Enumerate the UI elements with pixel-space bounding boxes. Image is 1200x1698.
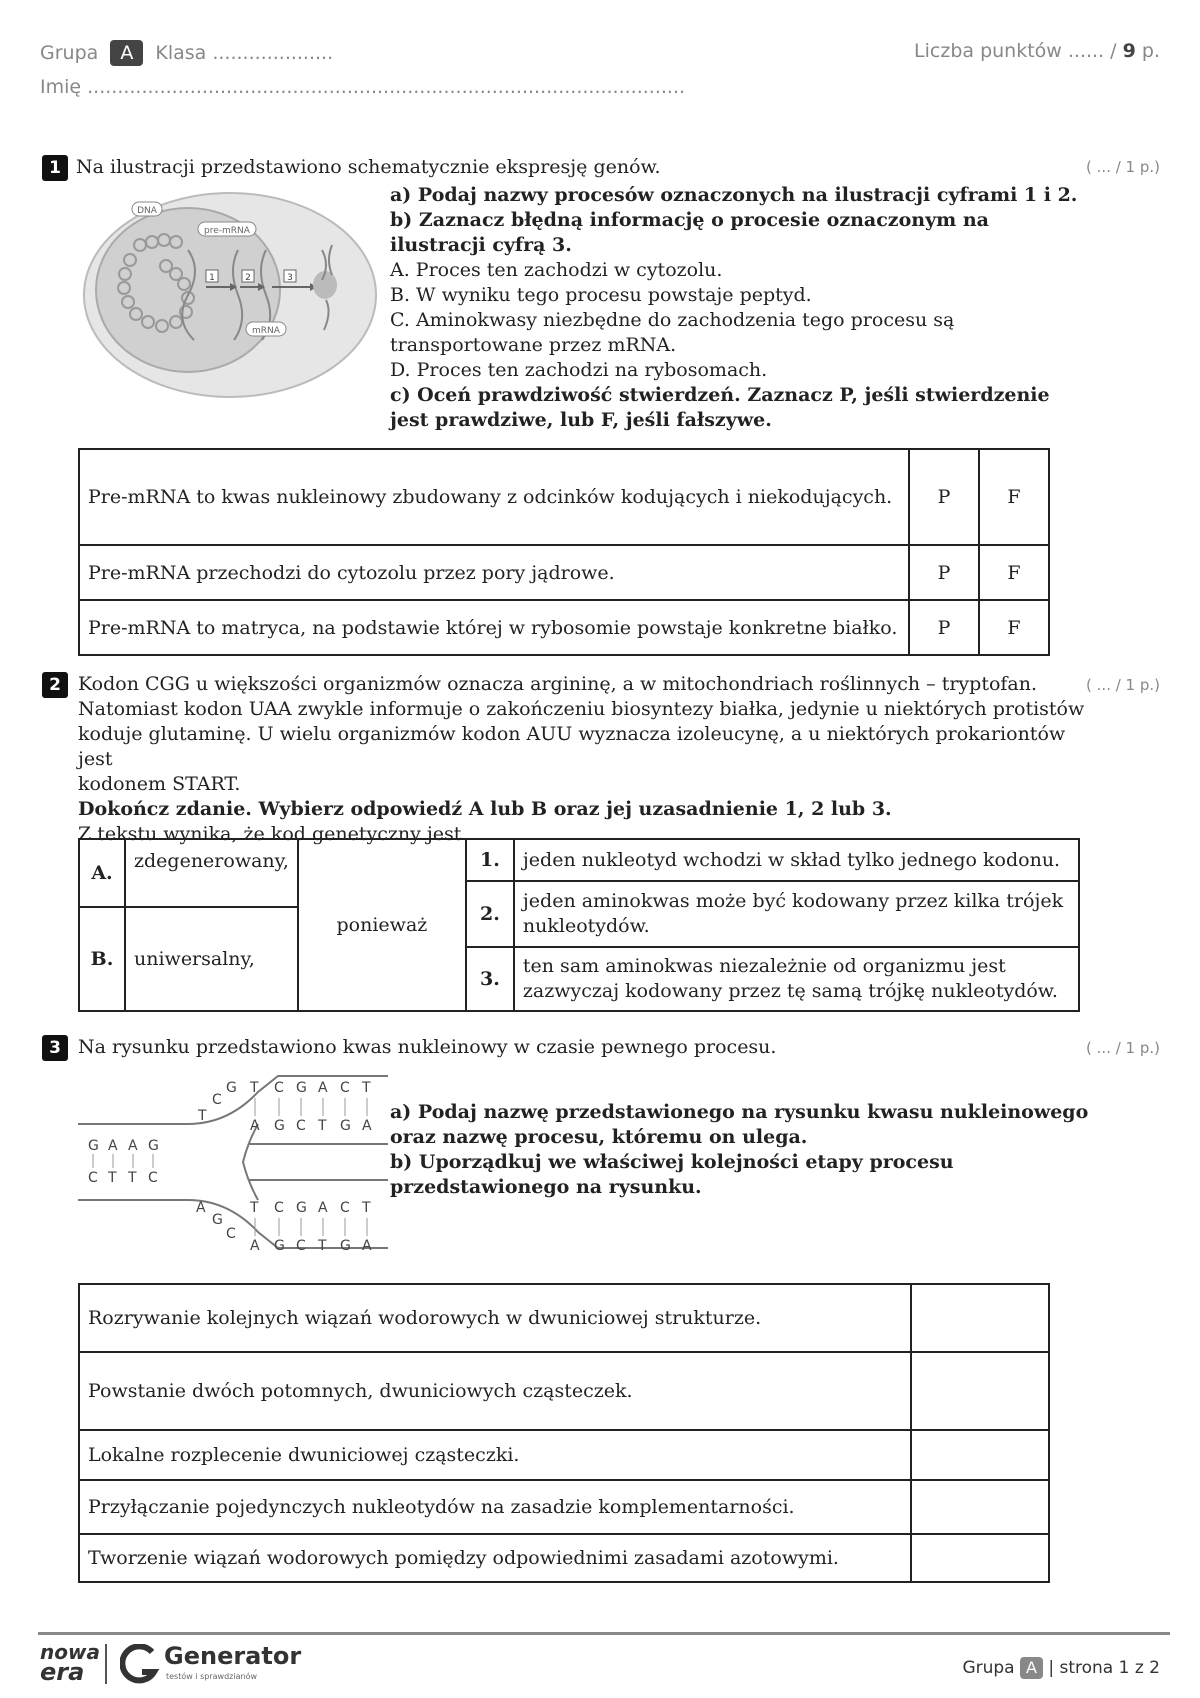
svg-text:C: C: [296, 1238, 306, 1254]
svg-text:C: C: [340, 1200, 350, 1216]
step-4: Przyłączanie pojedynczych nukleotydów na zasadzie komplementarności.: [79, 1480, 911, 1534]
label-step-3: 3: [287, 273, 293, 283]
logo-divider: [105, 1644, 107, 1684]
question-1-b: b) Zaznacz błędną informację o procesie oznaczonym na ilustracji cyfrą 3.: [390, 209, 989, 256]
svg-text:A: A: [318, 1200, 328, 1216]
generator-title: Generator: [164, 1642, 302, 1670]
statement-1-f[interactable]: F: [979, 449, 1049, 545]
points-summary: [914, 40, 1160, 62]
question-2-instruction: Dokończ zdanie. Wybierz odpowiedź A lub B oraz jej uzasadnienie 1, 2 lub 3.: [78, 798, 892, 820]
question-2-line: koduje glutaminę. U wielu organizmów kodon AUU wyznacza izoleucynę, a u niektórych prokariontów jest: [78, 723, 1066, 770]
label-step-1: 1: [209, 273, 215, 283]
svg-text:C: C: [296, 1118, 306, 1134]
svg-text:T: T: [318, 1238, 327, 1254]
question-2-number: 2: [42, 672, 68, 698]
footer-page: | strona 1 z 2: [1048, 1658, 1160, 1678]
step-3-answer[interactable]: [911, 1430, 1049, 1480]
statement-2: Pre-mRNA przechodzi do cytozolu przez pory jądrowe.: [79, 545, 909, 600]
svg-text:A: A: [362, 1238, 372, 1254]
question-1-intro: Na ilustracji przedstawiono schematycznie ekspresję genów.: [76, 156, 661, 178]
question-3-intro: Na rysunku przedstawiono kwas nukleinowy w czasie pewnego procesu.: [78, 1036, 777, 1058]
question-3-number: 3: [42, 1035, 68, 1061]
svg-text:T: T: [250, 1080, 259, 1096]
statement-3-p[interactable]: P: [909, 600, 979, 655]
group-label: Grupa: [40, 42, 99, 64]
step-5: Tworzenie wiązań wodorowych pomiędzy odpowiednimi zasadami azotowymi.: [79, 1534, 911, 1582]
svg-text:T: T: [128, 1170, 137, 1186]
reason-1[interactable]: jeden nukleotyd wchodzi w skład tylko jednego kodonu.: [514, 839, 1079, 881]
step-2: Powstanie dwóch potomnych, dwuniciowych cząsteczek.: [79, 1352, 911, 1430]
reason-2[interactable]: jeden aminokwas może być kodowany przez kilka trójek nukleotydów.: [514, 881, 1079, 947]
reason-1-num[interactable]: 1.: [466, 839, 514, 881]
svg-text:G: G: [148, 1138, 159, 1154]
svg-text:A: A: [250, 1238, 260, 1254]
footer-group-badge: A: [1020, 1657, 1043, 1679]
svg-text:T: T: [362, 1200, 371, 1216]
table-row: [79, 449, 1049, 545]
step-3: Lokalne rozplecenie dwuniciowej cząsteczki.: [79, 1430, 911, 1480]
question-1-c: c) Oceń prawdziwość stwierdzeń. Zaznacz P, jeśli stwierdzenie jest prawdziwe, lub F, jeśli fałszywe.: [390, 384, 1050, 431]
question-2-line: Natomiast kodon UAA zwykle informuje o zakończeniu biosyntezy białka, jedynie u niektórych protistów: [78, 698, 1085, 720]
question-1-number: 1: [42, 155, 68, 181]
choice-b-letter[interactable]: B.: [79, 907, 125, 1011]
generator-subtitle: testów i sprawdzianów: [166, 1672, 257, 1681]
label-pre-mrna: pre-mRNA: [204, 226, 250, 236]
nowa-era-logo: [40, 1640, 100, 1686]
footer-group-label: Grupa: [962, 1658, 1015, 1678]
svg-text:G: G: [212, 1212, 223, 1228]
svg-text:A: A: [196, 1200, 206, 1216]
footer-rule: [38, 1632, 1170, 1635]
choice-a-letter[interactable]: A.: [79, 839, 125, 907]
table-row: [79, 1352, 1049, 1430]
svg-text:G: G: [88, 1138, 99, 1154]
choice-table: [78, 838, 1080, 1012]
svg-text:G: G: [296, 1080, 307, 1096]
question-2-text: [78, 672, 1098, 847]
svg-text:G: G: [340, 1118, 351, 1134]
name-field[interactable]: Imię ...................................................................................................: [40, 76, 686, 98]
question-1-a: a) Podaj nazwy procesów oznaczonych na ilustracji cyframi 1 i 2.: [390, 184, 1078, 206]
points-max: 9: [1122, 40, 1136, 62]
svg-text:T: T: [108, 1170, 117, 1186]
points-label: Liczba punktów ...... /: [914, 40, 1117, 62]
choice-a[interactable]: zdegenerowany,: [125, 839, 298, 907]
statement-2-f[interactable]: F: [979, 545, 1049, 600]
table-row: [79, 1284, 1049, 1352]
question-2-line: kodonem START.: [78, 773, 241, 795]
step-1: Rozrywanie kolejnych wiązań wodorowych w dwuniciowej strukturze.: [79, 1284, 911, 1352]
choice-b[interactable]: uniwersalny,: [125, 907, 298, 1011]
label-mrna: mRNA: [252, 326, 280, 336]
logo-era: era: [40, 1658, 85, 1686]
question-2-stem: Z tekstu wynika, że kod genetyczny jest: [78, 823, 462, 845]
class-field[interactable]: Klasa ....................: [155, 42, 334, 64]
table-row: [79, 1430, 1049, 1480]
svg-text:A: A: [362, 1118, 372, 1134]
question-3-points: ( ... / 1 p.): [1086, 1039, 1160, 1057]
reason-3-num[interactable]: 3.: [466, 947, 514, 1011]
table-row: [79, 545, 1049, 600]
question-3-parts: [390, 1100, 1090, 1200]
label-dna: DNA: [137, 206, 157, 216]
group-badge: A: [110, 40, 143, 66]
svg-text:C: C: [340, 1080, 350, 1096]
reason-2-num[interactable]: 2.: [466, 881, 514, 947]
statement-1-p[interactable]: P: [909, 449, 979, 545]
svg-text:A: A: [128, 1138, 138, 1154]
step-2-answer[interactable]: [911, 1352, 1049, 1430]
true-false-table: [78, 448, 1050, 656]
svg-text:G: G: [226, 1080, 237, 1096]
question-2-points: ( ... / 1 p.): [1086, 676, 1160, 694]
question-1-parts: [390, 183, 1090, 433]
svg-text:C: C: [148, 1170, 158, 1186]
svg-text:C: C: [274, 1080, 284, 1096]
logo-nowa: nowa: [40, 1640, 100, 1664]
table-row: [79, 1534, 1049, 1582]
step-1-answer[interactable]: [911, 1284, 1049, 1352]
svg-text:T: T: [362, 1080, 371, 1096]
step-5-answer[interactable]: [911, 1534, 1049, 1582]
option-a[interactable]: A. Proces ten zachodzi w cytozolu.: [390, 259, 723, 281]
svg-text:A: A: [108, 1138, 118, 1154]
svg-text:G: G: [340, 1238, 351, 1254]
points-unit: p.: [1141, 40, 1160, 62]
question-3-b: b) Uporządkuj we właściwej kolejności etapy procesu przedstawionego na rysunku.: [390, 1151, 954, 1198]
statement-3-f[interactable]: F: [979, 600, 1049, 655]
table-row: [79, 839, 1079, 881]
svg-text:T: T: [198, 1108, 207, 1124]
step-4-answer[interactable]: [911, 1480, 1049, 1534]
svg-text:T: T: [318, 1118, 327, 1134]
question-1-points: ( ... / 1 p.): [1086, 158, 1160, 176]
svg-text:C: C: [274, 1200, 284, 1216]
label-step-2: 2: [245, 273, 251, 283]
question-3-a: a) Podaj nazwę przedstawionego na rysunku kwasu nukleinowego oraz nazwę procesu, któremu on ulega.: [390, 1101, 1089, 1148]
bases: [88, 1080, 372, 1254]
svg-text:C: C: [88, 1170, 98, 1186]
svg-text:A: A: [250, 1118, 260, 1134]
svg-text:A: A: [318, 1080, 328, 1096]
statement-3: Pre-mRNA to matryca, na podstawie której w rybosomie powstaje konkretne białko.: [79, 600, 909, 655]
svg-text:T: T: [250, 1200, 259, 1216]
footer-page-info: [962, 1657, 1160, 1679]
svg-text:C: C: [226, 1226, 236, 1242]
statement-1: Pre-mRNA to kwas nukleinowy zbudowany z odcinków kodujących i niekodujących.: [79, 449, 909, 545]
question-2-line: Kodon CGG u większości organizmów oznacza argininę, a w mitochondriach roślinnych – tryptofan.: [78, 673, 1038, 695]
reason-3[interactable]: ten sam aminokwas niezależnie od organizmu jest zazwyczaj kodowany przez tę samą trójkę nukleotydów.: [514, 947, 1079, 1011]
svg-text:G: G: [274, 1238, 285, 1254]
connector: ponieważ: [298, 839, 466, 1011]
svg-text:G: G: [274, 1118, 285, 1134]
header-group: [40, 40, 333, 66]
gene-expression-diagram: [80, 190, 380, 400]
option-c[interactable]: C. Aminokwasy niezbędne do zachodzenia tego procesu są transportowane przez mRNA.: [390, 309, 955, 356]
generator-icon: [120, 1644, 160, 1686]
svg-text:C: C: [212, 1092, 222, 1108]
svg-text:G: G: [296, 1200, 307, 1216]
option-d[interactable]: D. Proces ten zachodzi na rybosomach.: [390, 359, 768, 381]
table-row: [79, 600, 1049, 655]
dna-replication-diagram: [78, 1062, 388, 1272]
option-b[interactable]: B. W wyniku tego procesu powstaje peptyd.: [390, 284, 812, 306]
statement-2-p[interactable]: P: [909, 545, 979, 600]
table-row: [79, 1480, 1049, 1534]
order-table: [78, 1283, 1050, 1583]
